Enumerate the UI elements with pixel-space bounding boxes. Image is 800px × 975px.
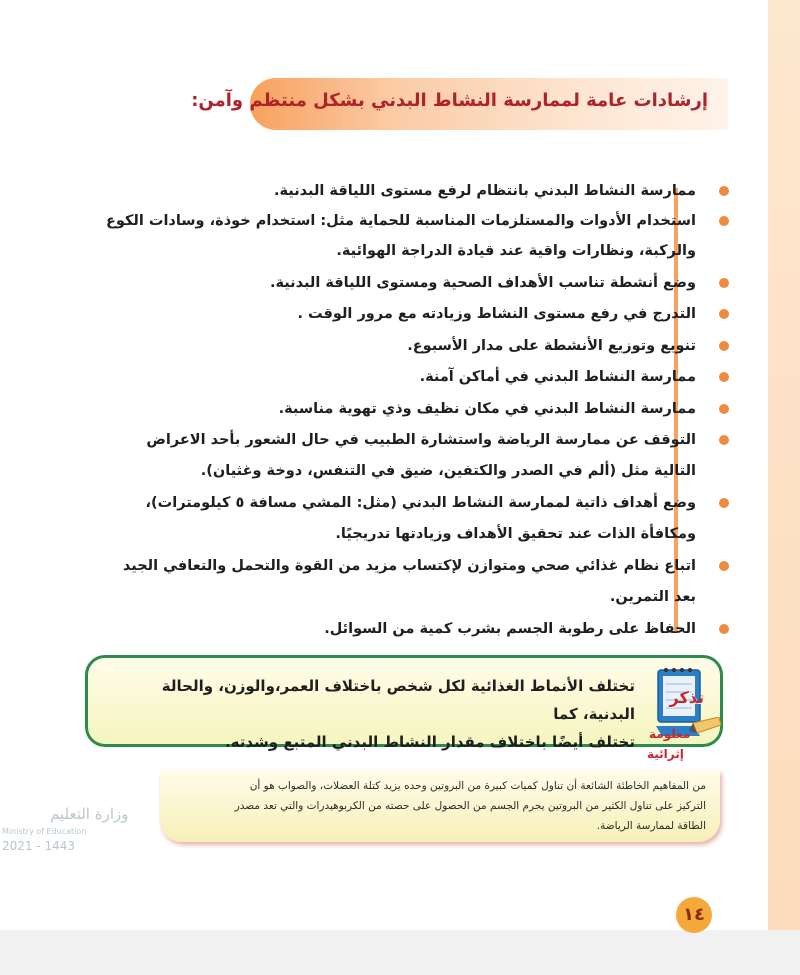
- ministry-name-ar: وزارة التعليم: [50, 805, 129, 823]
- list-item-text: التدرج في رفع مستوى النشاط وزيادته مع مرور الوقت .: [297, 306, 696, 322]
- list-item: [96, 206, 696, 236]
- list-item-text: وضع أهداف ذاتية لممارسة النشاط البدني (مثل: المشي مسافة ٥ كيلومترات)،: [145, 495, 696, 511]
- list-item-text: اتباع نظام غذائي صحي ومتوازن لإكتساب مزيد من القوة والتحمل والتعافي الجيد: [122, 558, 696, 574]
- guidelines-list: [0, 176, 800, 646]
- section-header-banner: [191, 78, 728, 130]
- bullet-dot-icon: [719, 186, 729, 196]
- bullet-dot-icon: [719, 435, 729, 445]
- bullet-dot-icon: [719, 216, 729, 226]
- list-item-text: استخدام الأدوات والمستلزمات المناسبة للحماية مثل: استخدام خوذة، وسادات الكوع: [105, 213, 696, 229]
- ministry-name-en: Ministry of Education: [2, 827, 87, 836]
- reminder-badge-label: تذكر: [669, 688, 704, 707]
- page-number: ١٤: [676, 897, 712, 933]
- reminder-line: تختلف الأنماط الغذائية لكل شخص باختلاف العمر،والوزن، والحالة البدنية، كما: [161, 677, 635, 723]
- info-line: من المفاهيم الخاطئة الشائعة أن تناول كميات كبيرة من البروتين وحده يزيد كتلة العضلات، والصواب هو أن: [249, 780, 706, 792]
- reminder-text: [115, 672, 635, 756]
- list-item-text: ومكافأة الذات عند تحقيق الأهداف وزيادتها تدريجيًا.: [335, 526, 696, 542]
- list-item-continuation: [96, 236, 696, 266]
- list-item: [96, 299, 696, 329]
- list-item-text: التوقف عن ممارسة الرياضة واستشارة الطبيب في حال الشعور بأحد الاعراض: [146, 432, 696, 448]
- list-item: [96, 176, 696, 206]
- list-item-text: التالية مثل (ألم في الصدر والكتفين، ضيق في التنفس، دوخة وغثيان).: [200, 463, 696, 479]
- bullet-dot-icon: [719, 498, 729, 508]
- list-item-text: بعد التمرين.: [609, 589, 696, 605]
- reminder-box: [85, 655, 723, 751]
- list-item: [96, 551, 696, 581]
- list-item-continuation: [96, 456, 696, 486]
- info-label-line1: معلومة: [649, 727, 691, 741]
- bullet-dot-icon: [719, 561, 729, 571]
- info-label-line2: إثرائية: [647, 747, 684, 761]
- list-item: [96, 394, 696, 424]
- list-item-text: ممارسة النشاط البدني في أماكن آمنة.: [419, 369, 696, 385]
- list-item: [96, 331, 696, 361]
- list-item-continuation: [96, 582, 696, 612]
- list-item-text: تنويع وتوزيع الأنشطة على مدار الأسبوع.: [407, 338, 696, 354]
- list-item-text: ممارسة النشاط البدني في مكان نظيف وذي تهوية مناسبة.: [278, 401, 696, 417]
- list-item: [96, 362, 696, 392]
- list-item-text: ممارسة النشاط البدني بانتظام لرفع مستوى اللياقة البدنية.: [273, 183, 696, 199]
- info-box: [160, 770, 720, 842]
- bullet-dot-icon: [719, 404, 729, 414]
- list-item: [96, 488, 696, 518]
- list-item-text: الحفاظ على رطوبة الجسم بشرب كمية من السوائل.: [324, 621, 696, 637]
- section-title: إرشادات عامة لممارسة النشاط البدني بشكل منتظم وآمن:: [191, 90, 708, 111]
- bullet-dot-icon: [719, 372, 729, 382]
- info-text: [171, 776, 706, 836]
- ministry-watermark: [0, 805, 150, 855]
- info-line: التركيز على تناول الكثير من البروتين يحرم الجسم من الحصول على حصته من الكربوهيدرات والتي تعد مصدر: [234, 800, 706, 812]
- bullet-dot-icon: [719, 309, 729, 319]
- list-item-continuation: [96, 519, 696, 549]
- list-item-text: وضع أنشطة تناسب الأهداف الصحية ومستوى اللياقة البدنية.: [269, 275, 696, 291]
- bullet-dot-icon: [719, 341, 729, 351]
- reminder-line: تختلف أيضًا باختلاف مقدار النشاط البدني المتبع وشدته.: [224, 733, 635, 751]
- ministry-years: 2021 - 1443: [2, 839, 76, 853]
- list-item: [96, 614, 696, 644]
- list-item-text: والركبة، ونظارات واقية عند قيادة الدراجة الهوائية.: [336, 243, 696, 259]
- bullet-dot-icon: [719, 624, 729, 634]
- bullet-dot-icon: [719, 278, 729, 288]
- info-line: الطاقة لممارسة الرياضة.: [596, 820, 706, 832]
- list-item: [96, 268, 696, 298]
- page-bottom-strip: [0, 930, 800, 975]
- list-item: [96, 425, 696, 455]
